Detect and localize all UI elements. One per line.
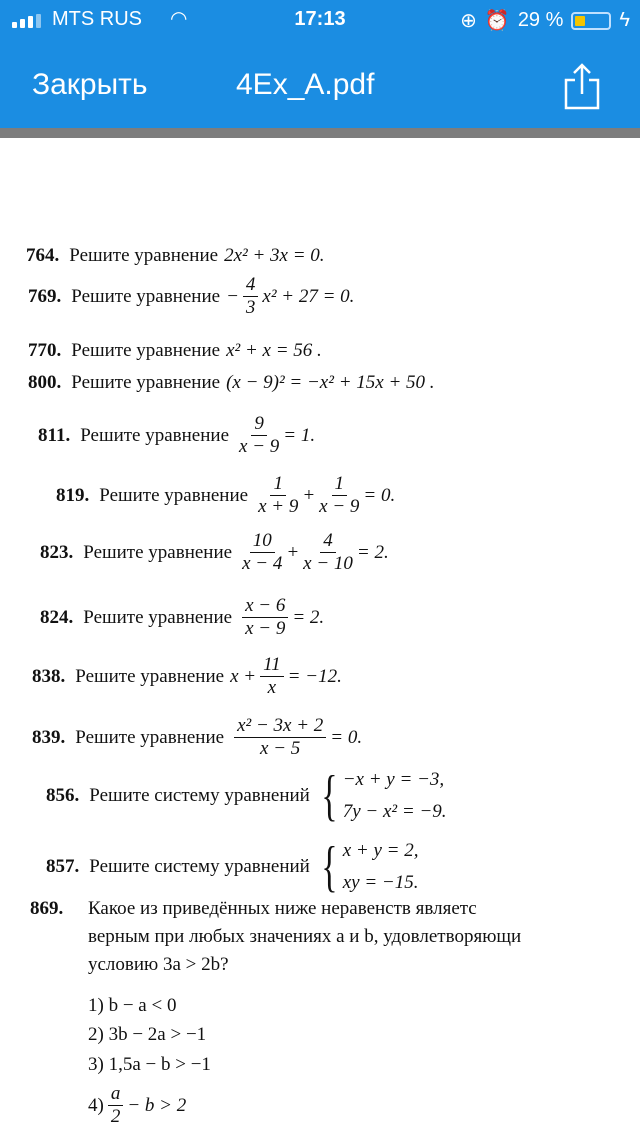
fraction [234, 715, 326, 760]
numerator: a [108, 1083, 124, 1106]
problem-number: 869. [30, 898, 64, 919]
numerator: 10 [250, 530, 275, 553]
equation: (x − 9)² = −x² + 15x + 50 . [226, 372, 435, 393]
nav-bar [0, 40, 640, 128]
carrier: MTS RUS [52, 8, 142, 30]
problem-number: 856. [46, 785, 80, 806]
header [0, 0, 640, 128]
equation: x² + x = 56 . [226, 340, 322, 361]
problem-811 [38, 413, 315, 458]
battery-icon [571, 12, 611, 30]
equation-rest: = −12. [287, 665, 342, 687]
problem-800 [28, 372, 435, 394]
problem-text-line: Какое из приведённых ниже неравенств являетс [88, 898, 477, 919]
problem-text: Решите уравнение [99, 484, 249, 506]
problem-text: Решите уравнение [71, 285, 221, 307]
problem-number: 819. [56, 484, 90, 506]
alarm-icon: ⏰ [484, 10, 510, 32]
equation [238, 595, 324, 640]
numerator: 9 [251, 413, 267, 436]
problem-819 [56, 473, 395, 518]
problem-text: Решите уравнение [69, 245, 219, 266]
problem-text-line: условию 3a > 2b? [88, 954, 229, 975]
problem-770 [28, 340, 322, 362]
problem-number: 824. [40, 606, 74, 628]
status-bar [0, 8, 640, 36]
equation-rest: = 0. [330, 726, 363, 748]
denominator: 2 [110, 1106, 121, 1127]
numerator: 1 [270, 473, 286, 496]
problem-number: 764. [26, 245, 60, 266]
problem-text: Решите уравнение [83, 606, 233, 628]
denominator: x − 9 [239, 436, 280, 457]
fraction [239, 413, 279, 458]
answer-option: 3) 1,5a − b > −1 [88, 1054, 211, 1075]
fraction [108, 1083, 124, 1128]
equation-rest: x² + 27 = 0. [262, 285, 355, 307]
numerator: x − 6 [242, 595, 288, 618]
equation-2: 7y − x² = −9. [342, 801, 447, 822]
equation-rest: = 0. [363, 484, 396, 506]
rotation-lock-icon: ⊕ [460, 10, 477, 32]
problem-769 [28, 274, 354, 319]
numerator: x² − 3x + 2 [234, 715, 326, 738]
problem-text: Решите уравнение [75, 726, 225, 748]
divider [0, 128, 640, 138]
fraction [242, 595, 288, 640]
problem-824 [40, 595, 324, 640]
equation-rest: = 2. [356, 541, 389, 563]
equation [238, 530, 389, 575]
answer-option: 1) b − a < 0 [88, 995, 177, 1016]
problem-number: 800. [28, 372, 62, 393]
answer-option [88, 1083, 186, 1128]
document-title: 4Ex_A.pdf [236, 68, 375, 101]
battery-percent: 29 % [517, 9, 564, 31]
sign: − [226, 285, 239, 307]
numerator: 4 [243, 274, 259, 297]
equation [230, 715, 362, 760]
problem-839 [32, 715, 362, 760]
denominator: 3 [245, 297, 256, 318]
share-icon[interactable] [562, 62, 602, 110]
numerator: 1 [332, 473, 348, 496]
close-button[interactable]: Закрыть [32, 68, 148, 101]
equation-rest: = 2. [292, 606, 325, 628]
charging-icon: ϟ [619, 9, 630, 31]
problem-text: Решите уравнение [75, 665, 225, 687]
problem-856 [46, 764, 447, 828]
fraction [242, 530, 282, 575]
clock: 17:13 [294, 8, 346, 30]
denominator: x − 4 [242, 553, 283, 574]
problem-823 [40, 530, 389, 575]
equation-rest: = 1. [283, 424, 316, 446]
equation [235, 413, 315, 458]
equation [230, 654, 342, 699]
problem-text: Решите уравнение [71, 372, 221, 393]
denominator: x − 5 [260, 738, 301, 759]
equation [226, 274, 354, 319]
option-rest: − b > 2 [127, 1094, 187, 1116]
problem-text: Решите систему уравнений [89, 785, 310, 806]
problem-text: Решите уравнение [71, 340, 221, 361]
denominator: x [267, 677, 277, 698]
equation: 2x² + 3x = 0. [224, 245, 325, 266]
denominator: x − 9 [245, 618, 286, 639]
problem-number: 839. [32, 726, 66, 748]
denominator: x + 9 [258, 496, 299, 517]
answer-option: 2) 3b − 2a > −1 [88, 1024, 207, 1045]
problem-838 [32, 654, 342, 699]
numerator: 11 [260, 654, 284, 677]
problem-number: 857. [46, 856, 80, 877]
equation [254, 473, 395, 518]
problem-number: 769. [28, 285, 62, 307]
numerator: 4 [320, 530, 336, 553]
equation-2: xy = −15. [342, 872, 419, 893]
wifi-icon: ◠ [170, 8, 188, 30]
equation-1: x + y = 2, [342, 840, 419, 861]
problem-857 [46, 835, 419, 899]
problem-text: Решите уравнение [83, 541, 233, 563]
equation-system: { −x + y = −3, 7y − x² = −9. [321, 765, 447, 827]
option-label: 4) [88, 1094, 104, 1116]
problem-text: Решите уравнение [80, 424, 230, 446]
equation-system: { x + y = 2, xy = −15. [321, 836, 419, 898]
denominator: x − 10 [303, 553, 353, 574]
problem-number: 811. [38, 424, 71, 446]
problem-number: 770. [28, 340, 62, 361]
equation-start: x + [230, 665, 257, 687]
operator: + [302, 484, 316, 506]
operator: + [286, 541, 300, 563]
equation-1: −x + y = −3, [342, 769, 445, 790]
fraction [243, 274, 259, 319]
problem-text-line: верным при любых значениях a и b, удовлетворяющи [88, 926, 522, 947]
fraction [260, 654, 284, 699]
problem-text: Решите систему уравнений [89, 856, 310, 877]
fraction [258, 473, 298, 518]
fraction [303, 530, 353, 575]
problem-764 [26, 245, 325, 267]
problem-number: 838. [32, 665, 66, 687]
fraction [319, 473, 359, 518]
denominator: x − 9 [319, 496, 360, 517]
problem-number: 823. [40, 541, 74, 563]
